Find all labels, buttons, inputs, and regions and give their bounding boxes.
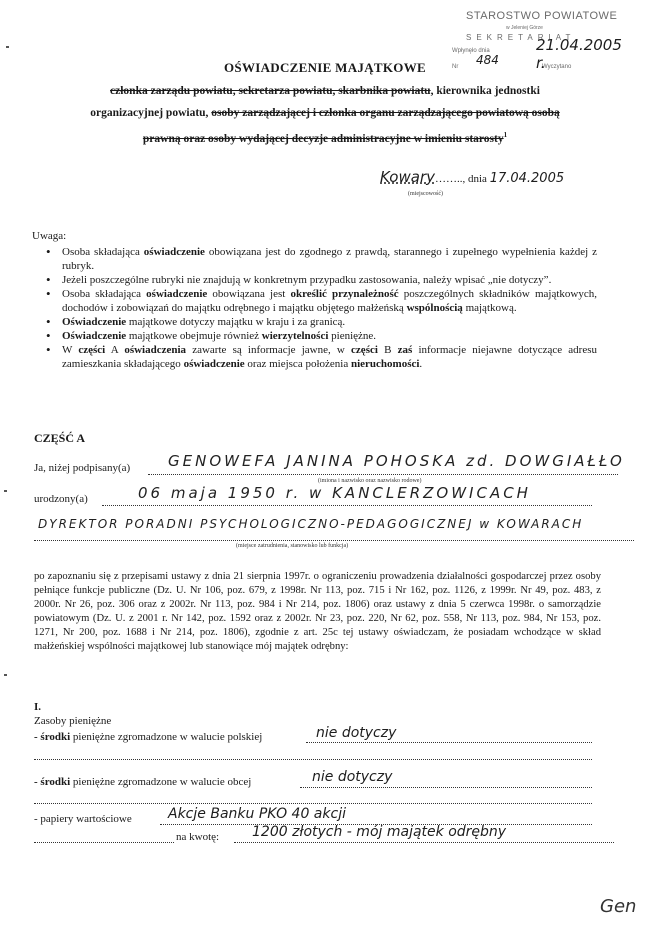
note-text: majątkowe obejmuje również (126, 330, 262, 342)
note-bold: określić przynależność (290, 288, 399, 300)
stamp-number-label: Nr (452, 64, 459, 70)
born-label: urodzony(a) (34, 493, 88, 505)
note-text: W (62, 344, 79, 356)
row-pln-label: pieniężne zgromadzone w walucie polskiej (70, 731, 263, 743)
note-text: pieniężne. (328, 330, 377, 342)
subtitle-struck-3: prawną oraz osoby wydającej decyzje administracyjne w imieniu starosty (142, 132, 504, 145)
note-text: Osoba składająca (62, 288, 147, 300)
note-bold: Oświadczenie (62, 330, 127, 342)
row-securities-label: - papiery wartościowe (34, 813, 132, 825)
note-bold: nieruchomości (350, 358, 420, 370)
scan-speck (4, 490, 7, 492)
note-bold: części (351, 344, 378, 356)
note-text: B (377, 344, 398, 356)
note-item-3 (34, 287, 597, 315)
job-caption: (miejsce zatrudnienia, stanowisko lub funkcja) (236, 543, 349, 549)
row-pln-value: nie dotyczy (316, 725, 397, 741)
note-text: obowiązana jest (207, 288, 291, 300)
note-bold: zaś (397, 344, 413, 356)
notes-list (34, 245, 597, 371)
subtitle-line-3 (50, 124, 600, 150)
subtitle-line-2 (50, 102, 600, 124)
note-item-1 (34, 245, 597, 273)
amount-label: na kwotę: (176, 831, 220, 843)
note-text: poszczególnych składników majątkowych, dochodów i zobowiązań do majątku odrębnego i majątku objętego małżeńską (62, 288, 598, 314)
note-text: informacje niejawne dotyczące adresu zamieszkania składającego (62, 344, 597, 370)
row-fx-label-bold: - środki (34, 776, 71, 788)
note-text: . (419, 358, 423, 370)
subtitle-struck-2: osoby zarządzającej i członka organu zarządzającego powiatową osobą (211, 107, 560, 119)
note-text: majątkową. (462, 302, 517, 314)
note-bold: oświadczenie (183, 358, 245, 370)
note-text: Osoba składająca (62, 246, 144, 258)
stamp-secretariat: SEKRETARIAT (466, 33, 576, 42)
note-bold: oświadczenia (124, 344, 187, 356)
job-line (34, 540, 634, 541)
row-fx-label: pieniężne zgromadzone w walucie obcej (70, 776, 252, 788)
note-bold: oświadczenie (146, 288, 208, 300)
amount-line-lead (34, 842, 174, 843)
row-fx-value: nie dotyczy (312, 769, 393, 785)
note-text: A (105, 344, 125, 356)
footnote-marker: 1 (503, 131, 508, 139)
note-text: majątkowe dotyczy majątku w kraju i za granicą. (126, 316, 346, 328)
initials-signature: Gen (600, 896, 637, 917)
subtitle-line-1 (50, 80, 600, 102)
signer-name: GENOWEFA JANINA POHOSKA zd. DOWGIAŁŁO (168, 452, 625, 470)
stamp-office-name: STAROSTWO POWIATOWE (466, 10, 618, 22)
scan-speck (4, 674, 7, 676)
note-bold: oświadczenie (143, 246, 205, 258)
note-text: zawarte są informacje jawne, w (186, 344, 352, 356)
amount-line (234, 842, 614, 843)
born-value: 06 maja 1950 r. w KANCLERZOWICACH (138, 484, 531, 502)
place-value: Kowary (380, 168, 435, 186)
note-bold: wierzytelności (261, 330, 329, 342)
signer-caption: (imiona i nazwisko oraz nazwisko rodowe) (318, 478, 422, 484)
amount-value: 1200 złotych - mój majątek odrębny (252, 824, 507, 840)
signer-line (148, 474, 618, 475)
stamp-reviewed-label: Wyczytano (542, 64, 572, 70)
born-line (102, 505, 592, 506)
signer-label: Ja, niżej podpisany(a) (34, 462, 131, 474)
scan-speck (6, 46, 9, 48)
place-date-line (380, 170, 620, 186)
note-item-6 (34, 343, 597, 371)
row-pln (34, 730, 262, 744)
note-bold: części (78, 344, 106, 356)
notes-section (34, 229, 597, 371)
note-item-4 (34, 315, 597, 329)
subtitle (50, 80, 600, 150)
row-pln-line (306, 742, 592, 743)
stamp-received-date: 21.04.2005 r. (536, 36, 622, 72)
part-a-heading: CZĘŚĆ A (34, 431, 86, 445)
subtitle-struck-1: członka zarządu powiatu, sekretarza powiatu, skarbnika powiatu (110, 85, 431, 97)
place-date-separator: …….., dnia (434, 173, 487, 185)
note-text: oraz miejsca położenia (244, 358, 351, 370)
legal-paragraph: po zapoznaniu się z przepisami ustawy z dnia 21 sierpnia 1997r. o ograniczeniu prowadzenia działalności gospodarczej przez osoby pełniące funkcje publiczne (Dz. U. Nr 106, poz. 679, z 1998r. Nr 113, poz. 715 i Nr 162, poz. 1126, z 1999r. Nr 49, poz. 483, z 2000r. Nr 26, poz. 306 oraz z 2002r. Nr 113, poz. 984 i Nr 214, poz. 1806) oraz ustawy z dnia 5 czerwca 1998r. o samorządzie powiatowym (Dz. U. z 2001 r. Nr 142, poz. 1592 oraz z 2002r. Nr 23, poz. 220, Nr 62, poz. 558, Nr 113, poz. 984, Nr 153, poz. 1271, Nr 200, poz. 1688 i Nr 214, poz. 1806), zgodnie z art. 25c tej ustawy oświadczam, że posiadam wchodzące w skład małżeńskiej wspólności majątkowej lub stanowiące mój majątek odrębny: (34, 571, 601, 652)
section-title: Zasoby pieniężne (34, 715, 112, 727)
note-item-2 (34, 273, 597, 287)
row-fx (34, 775, 251, 789)
subtitle-rest-1: , kierownika jednostki (430, 85, 540, 97)
place-caption: (miejscowość) (408, 191, 443, 197)
row-pln-line-2 (34, 759, 592, 760)
note-text: obowiązana jest do zgodnego z prawdą, starannego i zupełnego wypełnienia każdej z rubryk. (62, 246, 597, 272)
row-securities-value: Akcje Banku PKO 40 akcji (168, 806, 346, 822)
row-securities (34, 812, 132, 826)
document-title: OŚWIADCZENIE MAJĄTKOWE (224, 60, 426, 75)
subtitle-plain-2: organizacyjnej powiatu, (90, 107, 212, 119)
stamp-number: 484 (476, 53, 499, 67)
note-bold: Oświadczenie (62, 316, 127, 328)
note-bold: wspólnością (406, 302, 463, 314)
note-text: Jeżeli poszczególne rubryki nie znajdują w konkretnym przypadku zastosowania, należy wpisać „nie dotyczy”. (62, 274, 552, 286)
row-pln-label-bold: - środki (34, 731, 71, 743)
note-item-5 (34, 329, 597, 343)
row-fx-line (300, 787, 592, 788)
section-number: I. (34, 701, 42, 713)
notes-heading: Uwaga: (32, 230, 67, 242)
stamp-received-label: Wpłynęło dnia (452, 48, 490, 54)
job-value: DYREKTOR PORADNI PSYCHOLOGICZNO-PEDAGOGICZNEJ w KOWARACH (38, 517, 584, 531)
stamp-city: w Jeleniej Górze (506, 25, 543, 31)
date-value: 17.04.2005 (489, 171, 565, 186)
row-fx-line-2 (34, 803, 592, 804)
